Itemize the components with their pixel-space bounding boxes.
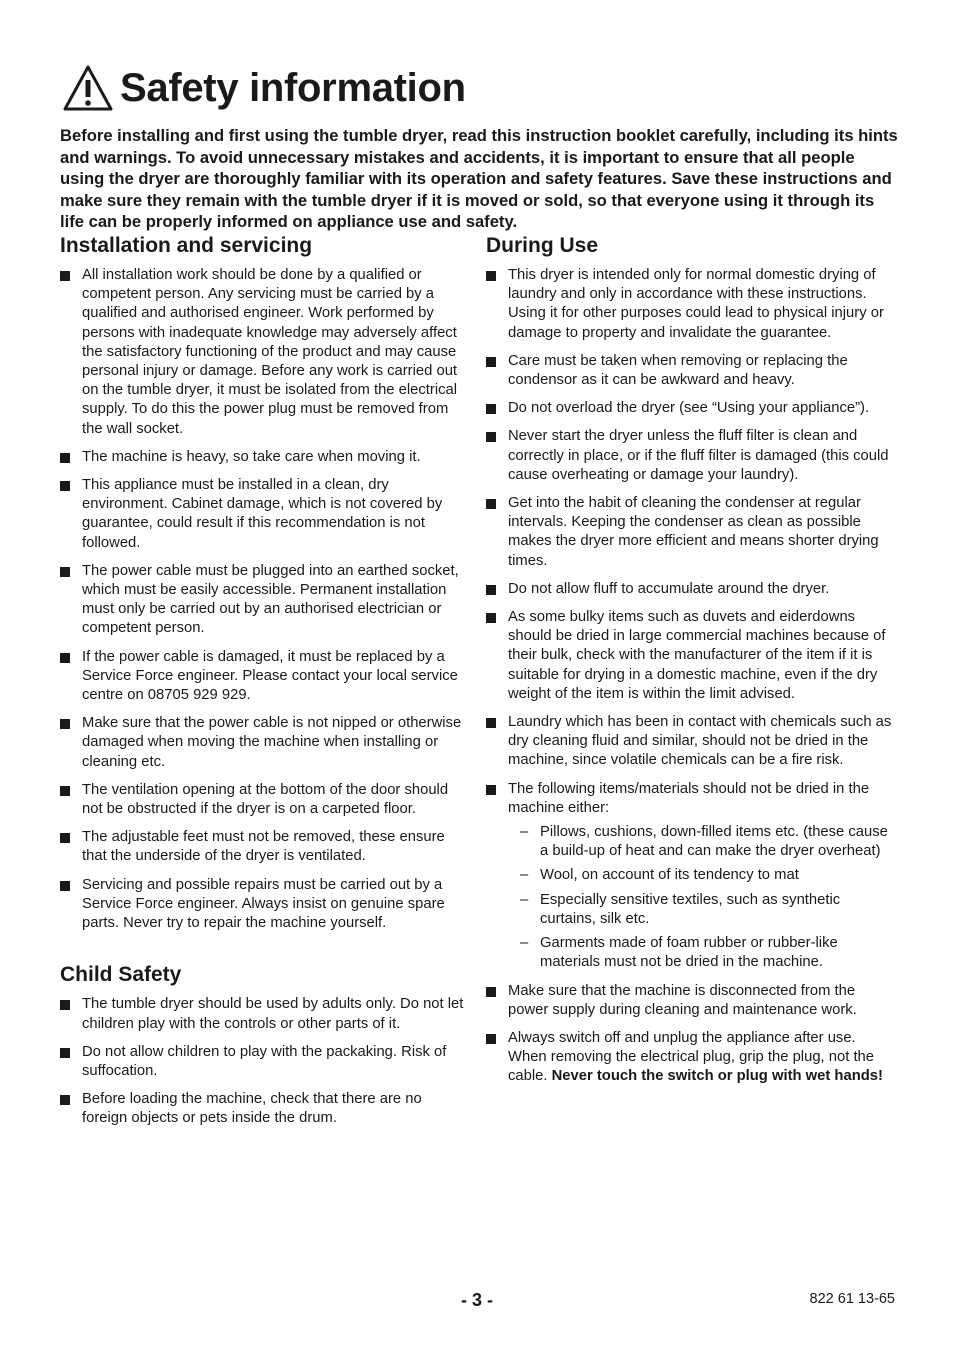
list-item-text: The following items/materials should not be dried in the machine either:: [508, 780, 870, 816]
list-item: This appliance must be installed in a clean, dry environment. Cabinet damage, which is not covered by guarantee, could result if this recommendation is not followed.: [60, 476, 470, 553]
page-title: [62, 62, 466, 114]
list-item: The ventilation opening at the bottom of the door should not be obstructed if the dryer is on a carpeted floor.: [60, 781, 470, 819]
list-item: Do not allow fluff to accumulate around the dryer.: [486, 580, 896, 599]
list-item: Make sure that the power cable is not nipped or otherwise damaged when moving the machine when installing or cleaning etc.: [60, 714, 470, 772]
intro-paragraph: Before installing and first using the tumble dryer, read this instruction booklet carefully, including its hints and warnings. To avoid unnecessary mistakes and accidents, it is important to ensure that all people using the dryer are thoroughly familiar with its operation and safety features. Save these instructions and make sure they remain with the tumble dryer if it is moved or sold, so that everyone using it through its life can be properly informed on appliance use and safety.: [60, 126, 898, 231]
left-column: [60, 230, 470, 1138]
list-item: As some bulky items such as duvets and eiderdowns should be dried in large commercial machines because of their bulk, check with the manufacturer of the item if it is suitable for drying in a domestic machine, even if the dry weight of the item is within the limit advised.: [486, 608, 896, 704]
list-item: The power cable must be plugged into an earthed socket, which must be easily accessible. Permanent installation must only be carried out by an authorised electrician or competent person.: [60, 562, 470, 639]
list-item: Laundry which has been in contact with chemicals such as dry cleaning fluid and similar, should not be dried in the machine, since volatile chemicals can be a fire risk.: [486, 713, 896, 771]
sub-list-item: – Wool, on account of its tendency to mat: [508, 866, 896, 885]
sub-list-item: – Pillows, cushions, down-filled items etc. (these cause a build-up of heat and can make the dryer overheat): [508, 823, 896, 861]
list-item: Care must be taken when removing or replacing the condensor as it can be awkward and heavy.: [486, 352, 896, 390]
list-item-final: [486, 1029, 896, 1087]
list-item-with-sublist: [486, 780, 896, 973]
list-item: Get into the habit of cleaning the condenser at regular intervals. Keeping the condenser as clean as possible makes the dryer more efficient and means shorter drying times.: [486, 494, 896, 571]
list-item: Make sure that the machine is disconnected from the power supply during cleaning and maintenance work.: [486, 982, 896, 1020]
list-item: If the power cable is damaged, it must be replaced by a Service Force engineer. Please contact your local service centre on 08705 929 929.: [60, 648, 470, 706]
sub-list-item: – Garments made of foam rubber or rubber-like materials must not be dried in the machine.: [508, 934, 896, 972]
list-item: Servicing and possible repairs must be carried out by a Service Force engineer. Always insist on genuine spare parts. Never try to repair the machine yourself.: [60, 876, 470, 934]
during-use-heading: During Use: [486, 234, 599, 257]
during-use-list: [486, 266, 896, 1087]
list-item: Before loading the machine, check that there are no foreign objects or pets inside the drum.: [60, 1090, 470, 1128]
list-item: Do not allow children to play with the packaking. Risk of suffocation.: [60, 1043, 470, 1081]
page-number: - 3 -: [460, 1290, 493, 1310]
list-item: Do not overload the dryer (see “Using your appliance”).: [486, 399, 896, 418]
warning-triangle-icon: [62, 64, 114, 112]
list-item: The adjustable feet must not be removed, these ensure that the underside of the dryer is ventilated.: [60, 828, 470, 866]
list-item: Never start the dryer unless the fluff filter is clean and correctly in place, or if the fluff filter is damaged (this could cause overheating or damage your laundry).: [486, 427, 896, 485]
list-item: The tumble dryer should be used by adults only. Do not let children play with the controls or other parts of it.: [60, 995, 470, 1033]
right-column: [486, 230, 896, 1096]
sub-list: [508, 823, 896, 972]
child-safety-list: [60, 995, 470, 1128]
installation-list: [60, 266, 470, 933]
list-item: All installation work should be done by a qualified or competent person. Any servicing must be carried by a qualified and authorised engineer. Work performed by persons with inadequate knowledge may adversely affect the satisfactory functioning of the product and may cause personal injury or damage. Before any work is carried out on the tumble dryer, it must be isolated from the electrical supply. To do this the power plug must be removed from the wall socket.: [60, 266, 470, 439]
document-code: 822 61 13-65: [809, 1291, 895, 1307]
page-title-text: Safety information: [120, 65, 466, 110]
sub-list-item: – Especially sensitive textiles, such as synthetic curtains, silk etc.: [508, 891, 896, 929]
list-item: The machine is heavy, so take care when moving it.: [60, 448, 470, 467]
list-item: This dryer is intended only for normal domestic drying of laundry and only in accordance with these instructions. Using it for other purposes could lead to physical injury or damage to property and invalidate the guarantee.: [486, 266, 896, 343]
installation-heading: Installation and servicing: [60, 234, 313, 257]
bold-warning-text: Never touch the switch or plug with wet hands!: [551, 1068, 883, 1085]
list-item-text: Always switch off and unplug the appliance after use. When removing the electrical plug, grip the plug, not the cable.: [508, 1029, 875, 1085]
child-safety-heading: Child Safety: [60, 963, 182, 987]
